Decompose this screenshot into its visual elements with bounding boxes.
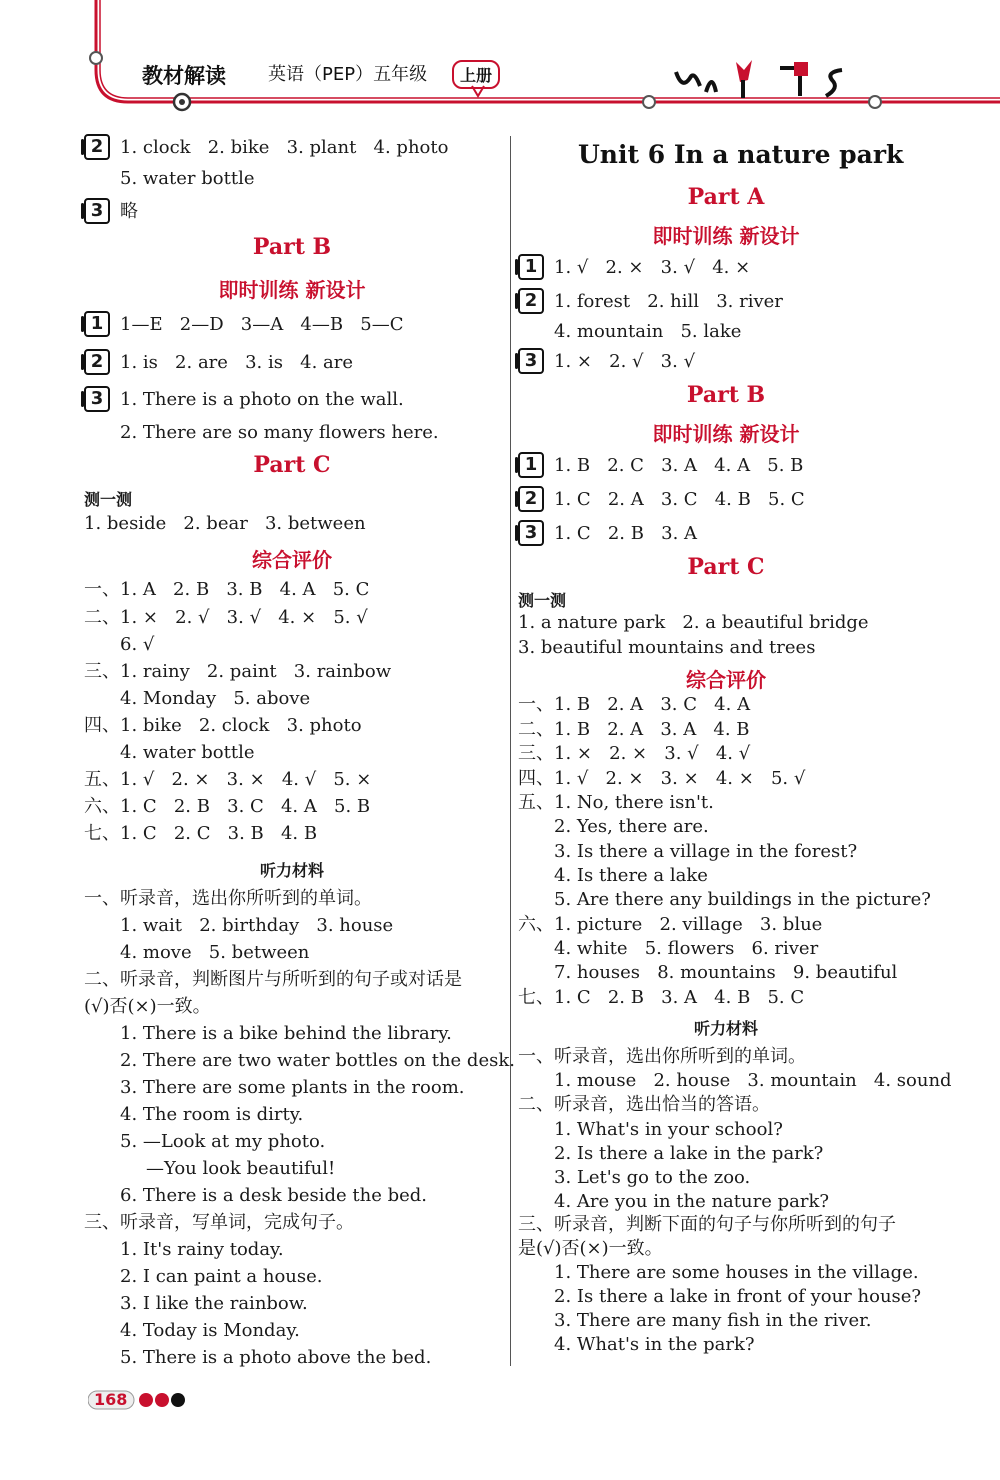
listening-line: 4. What's in the park? [554, 1334, 755, 1355]
exercise-2-icon: 2 [84, 349, 110, 375]
review-line: 七、1. C 2. C 3. B 4. B [84, 823, 318, 844]
listening-line: 三、听录音，写单词，完成句子。 [84, 1212, 354, 1233]
exercise-3-icon: 3 [518, 348, 544, 374]
column-divider [510, 136, 511, 1366]
listening-line: 5. —Look at my photo. [120, 1131, 326, 1152]
answer-line: 1. √ 2. × 3. √ 4. × [554, 257, 751, 278]
listening-line: 1. What's in your school? [554, 1119, 783, 1140]
part-a-heading: Part A [687, 184, 765, 210]
page-header [0, 0, 1000, 120]
answer-line: 1. a nature park 2. a beautiful bridge [518, 612, 869, 633]
answer-line: 3. beautiful mountains and trees [518, 637, 816, 658]
listening-line: (√)否(×)一致。 [84, 996, 211, 1017]
review-line: 二、1. B 2. A 3. A 4. B [518, 719, 750, 740]
exercise-2-icon: 2 [518, 288, 544, 314]
listening-line: 2. There are two water bottles on the desk. [120, 1050, 515, 1071]
exercise-1-icon: 1 [518, 452, 544, 478]
answer-line: 4. mountain 5. lake [554, 321, 742, 342]
review-line: 五、1. √ 2. × 3. × 4. √ 5. × [84, 769, 372, 790]
answer-line: 略 [120, 201, 138, 222]
listening-line: 5. There is a photo above the bed. [120, 1347, 432, 1368]
exercise-2-icon: 2 [518, 486, 544, 512]
review-line: 4. water bottle [120, 742, 255, 763]
answer-line: 5. water bottle [120, 168, 255, 189]
review-line: 3. Is there a village in the forest? [554, 841, 858, 862]
review-line: 一、1. A 2. B 3. B 4. A 5. C [84, 579, 370, 600]
listening-line: 2. Is there a lake in the park? [554, 1143, 824, 1164]
exercise-1-icon: 1 [84, 311, 110, 337]
listening-line: 一、听录音，选出你所听到的单词。 [518, 1046, 806, 1067]
listening-heading: 听力材料 [259, 861, 324, 880]
answer-line: 2. There are so many flowers here. [120, 422, 439, 443]
exercise-3-icon: 3 [518, 520, 544, 546]
listening-line: 6. There is a desk beside the bed. [120, 1185, 428, 1206]
review-line: 6. √ [120, 634, 155, 655]
listening-line: 二、听录音，判断图片与所听到的句子或对话是 [84, 969, 462, 990]
test-heading: 测一测 [84, 490, 133, 509]
decorative-doodle-icon [676, 68, 842, 96]
answer-line: 1—E 2—D 3—A 4—B 5—C [120, 314, 404, 335]
answer-line: 1. is 2. are 3. is 4. are [120, 352, 354, 373]
review-line: 三、1. × 2. × 3. √ 4. √ [518, 743, 751, 764]
review-line: 一、1. B 2. A 3. C 4. A [518, 694, 751, 715]
listening-line: —You look beautiful! [146, 1158, 336, 1179]
review-line: 三、1. rainy 2. paint 3. rainbow [84, 661, 392, 682]
review-line: 2. Yes, there are. [554, 816, 709, 837]
listening-line: 1. There are some houses in the village. [554, 1262, 919, 1283]
answer-line: 1. beside 2. bear 3. between [84, 513, 366, 534]
exercise-3-icon: 3 [84, 386, 110, 412]
review-line: 六、1. picture 2. village 3. blue [518, 914, 823, 935]
training-heading: 即时训练 新设计 [652, 422, 800, 446]
listening-line: 4. Today is Monday. [120, 1320, 300, 1341]
review-heading: 综合评价 [252, 548, 332, 572]
exercise-1-icon: 1 [518, 254, 544, 280]
part-b-heading: Part B [686, 382, 766, 408]
listening-line: 三、听录音，判断下面的句子与你所听到的句子 [518, 1214, 896, 1235]
answer-line: 1. clock 2. bike 3. plant 4. photo [120, 137, 449, 158]
answer-line: 1. There is a photo on the wall. [120, 389, 404, 410]
listening-line: 3. There are some plants in the room. [120, 1077, 465, 1098]
listening-line: 1. It's rainy today. [120, 1239, 284, 1260]
listening-line: 一、听录音，选出你所听到的单词。 [84, 888, 372, 909]
volume-badge: 上册 [452, 60, 500, 89]
answer-line: 1. C 2. B 3. A [554, 523, 698, 544]
listening-line: 2. I can paint a house. [120, 1266, 323, 1287]
answer-line: 1. forest 2. hill 3. river [554, 291, 783, 312]
review-heading: 综合评价 [686, 668, 766, 692]
review-line: 四、1. bike 2. clock 3. photo [84, 715, 362, 736]
listening-line: 1. mouse 2. house 3. mountain 4. sound [554, 1070, 952, 1091]
listening-line: 3. Let's go to the zoo. [554, 1167, 751, 1188]
listening-line: 4. Are you in the nature park? [554, 1191, 830, 1212]
review-line: 4. white 5. flowers 6. river [554, 938, 819, 959]
training-heading: 即时训练 新设计 [652, 224, 800, 248]
review-line: 七、1. C 2. B 3. A 4. B 5. C [518, 987, 805, 1008]
review-line: 五、1. No, there isn't. [518, 792, 714, 813]
unit-title: Unit 6 In a nature park [578, 140, 904, 169]
book-title: 教材解读 [142, 64, 226, 88]
part-c-heading: Part C [687, 554, 765, 580]
training-heading: 即时训练 新设计 [218, 278, 366, 302]
listening-line: 4. The room is dirty. [120, 1104, 304, 1125]
listening-line: 二、听录音，选出恰当的答语。 [518, 1094, 770, 1115]
listening-line: 4. move 5. between [120, 942, 310, 963]
exercise-2-icon: 2 [84, 134, 110, 160]
flag-icon [794, 62, 808, 76]
listening-heading: 听力材料 [693, 1019, 758, 1038]
listening-line: 2. Is there a lake in front of your house? [554, 1286, 922, 1307]
listening-line: 是(√)否(×)一致。 [518, 1238, 663, 1259]
page-number: 168 [94, 1390, 128, 1409]
review-line: 5. Are there any buildings in the picture? [554, 889, 931, 910]
flower-icon [736, 60, 752, 98]
part-b-heading: Part B [252, 234, 332, 260]
answer-line: 1. C 2. A 3. C 4. B 5. C [554, 489, 805, 510]
answer-line: 1. × 2. √ 3. √ [554, 351, 696, 372]
review-line: 二、1. × 2. √ 3. √ 4. × 5. √ [84, 607, 368, 628]
answer-line: 1. B 2. C 3. A 4. A 5. B [554, 455, 804, 476]
part-c-heading: Part C [253, 452, 331, 478]
review-line: 四、1. √ 2. × 3. × 4. × 5. √ [518, 768, 806, 789]
listening-line: 1. wait 2. birthday 3. house [120, 915, 394, 936]
book-subject: 英语（PEP）五年级 [268, 64, 428, 85]
review-line: 六、1. C 2. B 3. C 4. A 5. B [84, 796, 371, 817]
listening-line: 1. There is a bike behind the library. [120, 1023, 452, 1044]
listening-line: 3. I like the rainbow. [120, 1293, 308, 1314]
page-footer [94, 1390, 127, 1409]
test-heading: 测一测 [518, 591, 567, 610]
review-line: 4. Monday 5. above [120, 688, 311, 709]
exercise-3-icon: 3 [84, 198, 110, 224]
listening-line: 3. There are many fish in the river. [554, 1310, 872, 1331]
review-line: 7. houses 8. mountains 9. beautiful [554, 962, 898, 983]
review-line: 4. Is there a lake [554, 865, 708, 886]
